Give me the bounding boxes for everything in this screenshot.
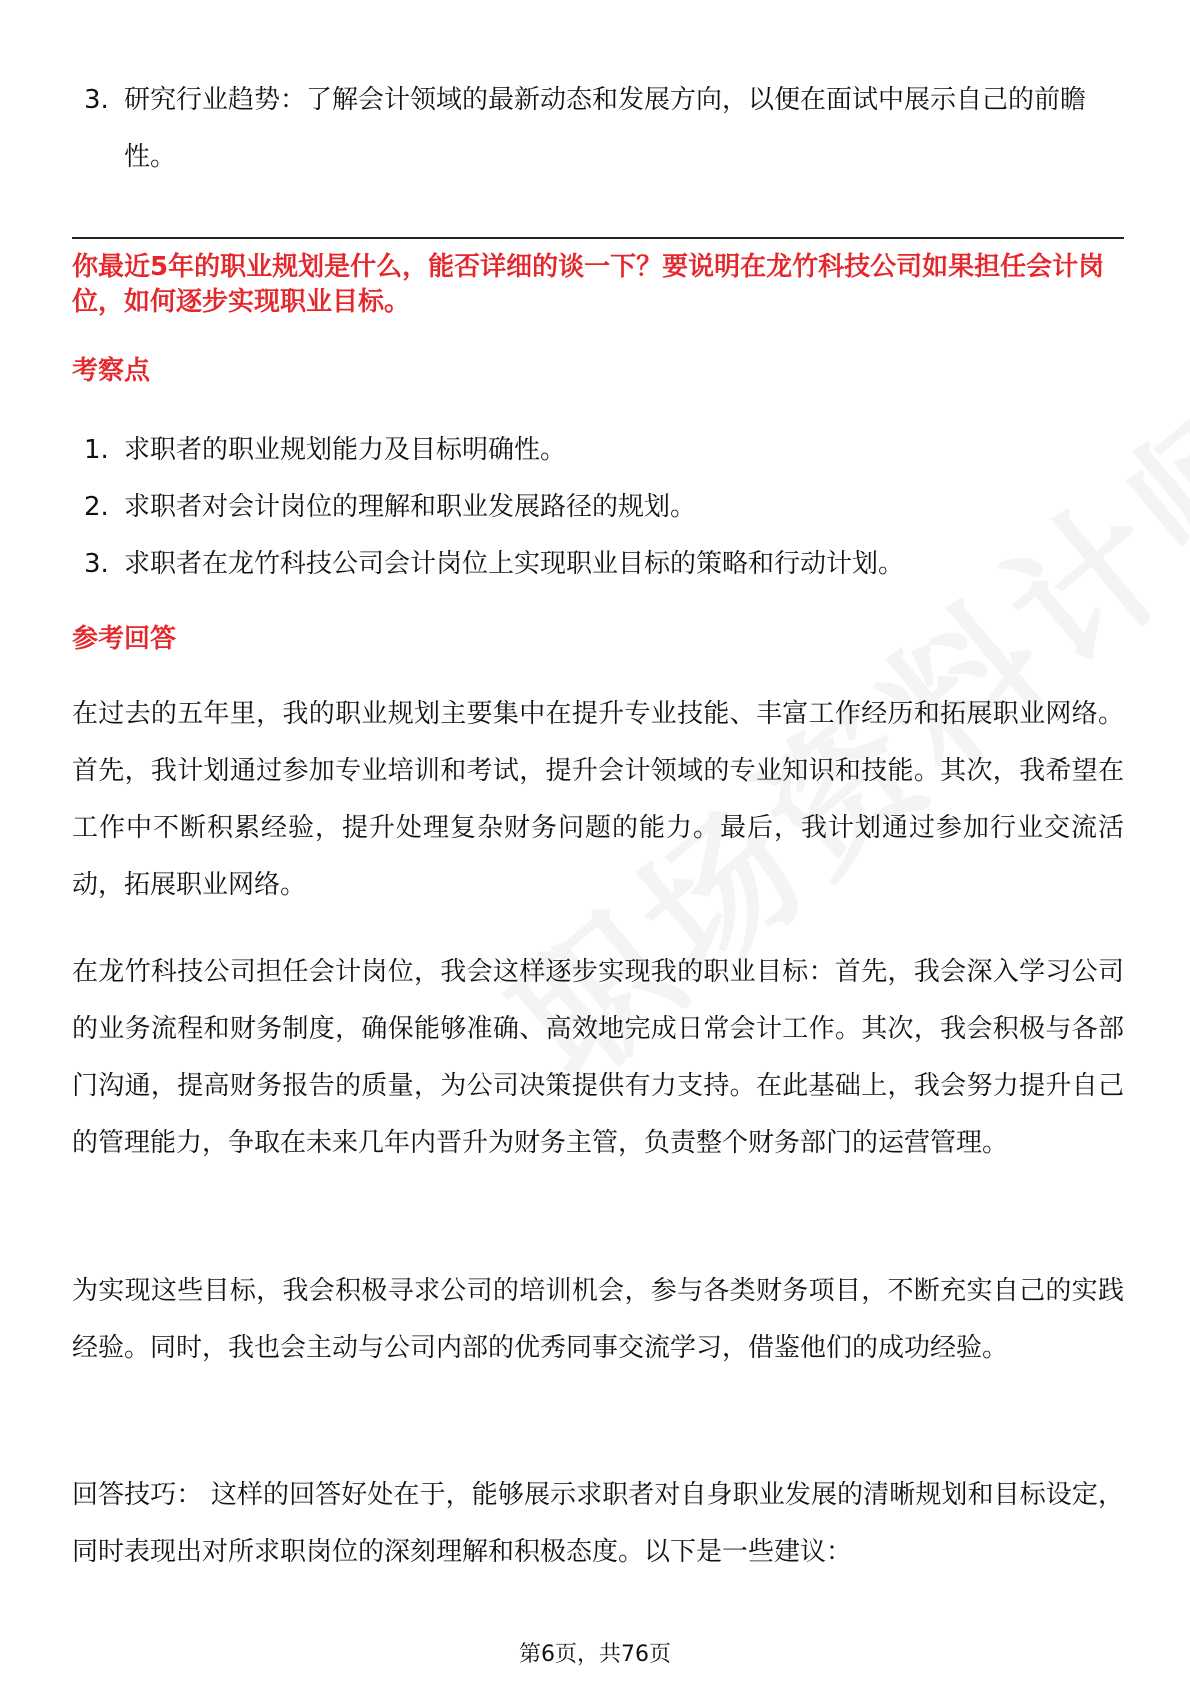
list-item	[72, 422, 1122, 479]
list-text: 求职者对会计岗位的理解和职业发展路径的规划。	[124, 492, 697, 522]
answer-paragraph: 在过去的五年里，我的职业规划主要集中在提升专业技能、丰富工作经历和拓展职业网络。首先，我计划通过参加专业培训和考试，提升会计领域的专业知识和技能。其次，我希望在工作中不断积累经验，提升处理复杂财务问题的能力。最后，我计划通过参加行业交流活动，拓展职业网络。	[72, 699, 1124, 900]
answer-tips-paragraph: 回答技巧： 这样的回答好处在于，能够展示求职者对自身职业发展的清晰规划和目标设定，同时表现出对所求职岗位的深刻理解和积极态度。以下是一些建议：	[72, 1480, 1124, 1567]
section-divider	[72, 237, 1124, 239]
interview-question: 你最近5年的职业规划是什么，能否详细的谈一下？要说明在龙竹科技公司如果担任会计岗位，如何逐步实现职业目标。	[72, 252, 1105, 317]
points-list	[72, 422, 1122, 593]
list-text: 求职者的职业规划能力及目标明确性。	[124, 435, 567, 465]
top-list	[72, 72, 1122, 186]
list-item	[72, 72, 1122, 186]
answer-paragraph: 为实现这些目标，我会积极寻求公司的培训机会，参与各类财务项目，不断充实自己的实践经验。同时，我也会主动与公司内部的优秀同事交流学习，借鉴他们的成功经验。	[72, 1276, 1124, 1363]
list-number: 2.	[84, 492, 109, 522]
answer-heading: 参考回答	[72, 624, 177, 654]
list-item	[72, 479, 1122, 536]
page-number: 第6页，共76页	[519, 1642, 671, 1667]
points-heading: 考察点	[72, 356, 151, 386]
list-number: 3.	[84, 85, 109, 115]
list-text: 研究行业趋势：了解会计领域的最新动态和发展方向，以便在面试中展示自己的前瞻性。	[124, 85, 1087, 172]
list-number: 1.	[84, 435, 109, 465]
answer-paragraph: 在龙竹科技公司担任会计岗位，我会这样逐步实现我的职业目标：首先，我会深入学习公司的业务流程和财务制度，确保能够准确、高效地完成日常会计工作。其次，我会积极与各部门沟通，提高财务报告的质量，为公司决策提供有力支持。在此基础上，我会努力提升自己的管理能力，争取在未来几年内晋升为财务主管，负责整个财务部门的运营管理。	[72, 957, 1124, 1158]
list-number: 3.	[84, 549, 109, 579]
list-text: 求职者在龙竹科技公司会计岗位上实现职业目标的策略和行动计划。	[124, 549, 905, 579]
list-item	[72, 536, 1122, 593]
